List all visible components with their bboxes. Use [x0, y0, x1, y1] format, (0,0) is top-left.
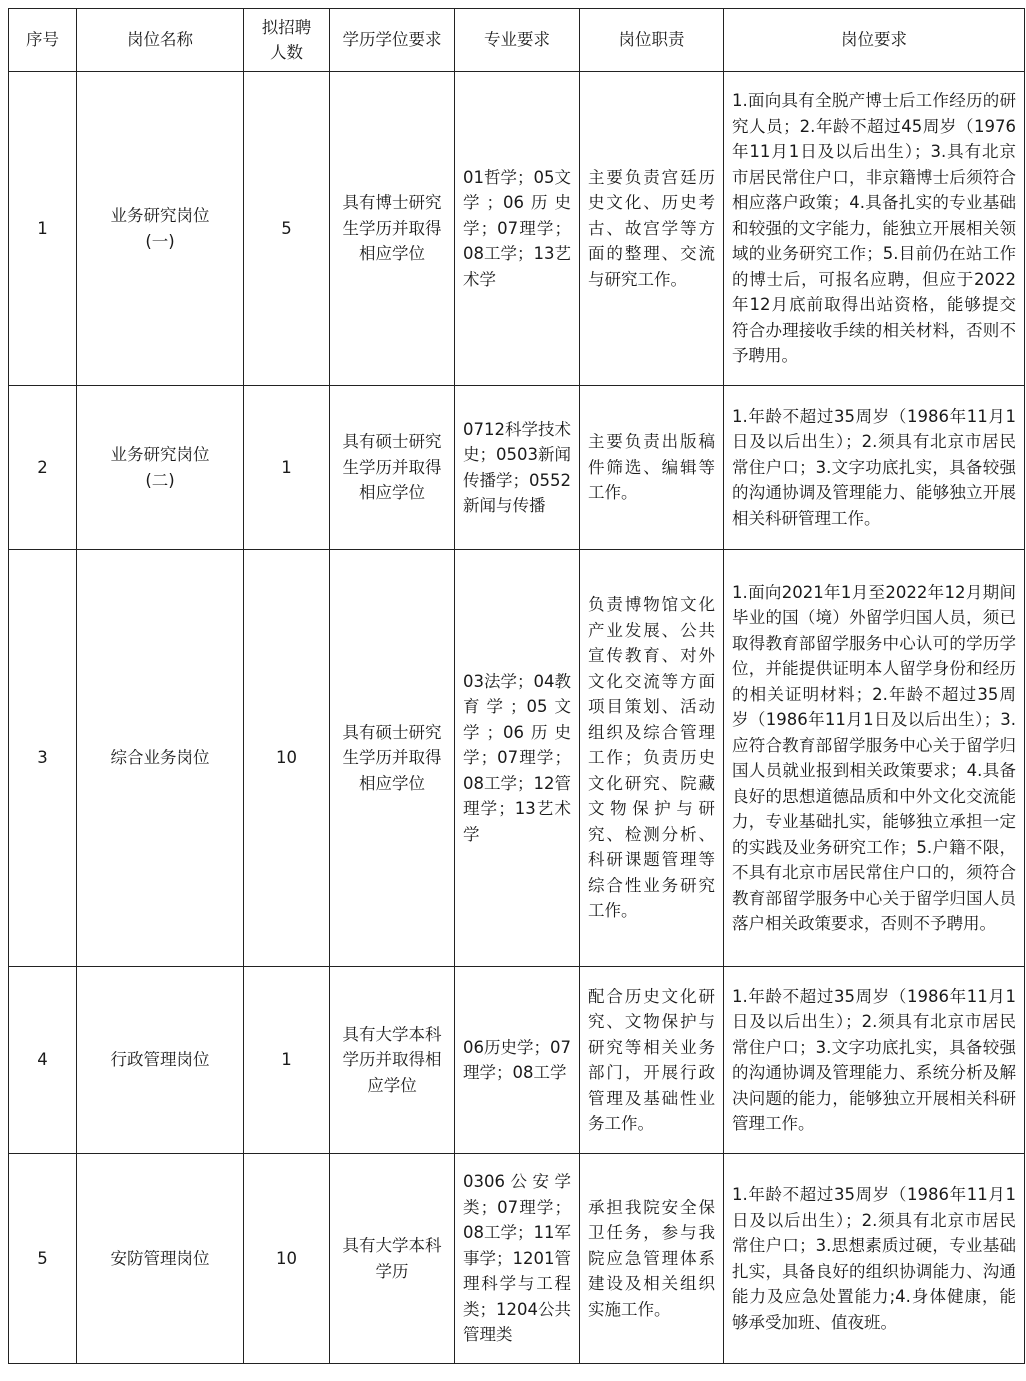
cell-position-name: 业务研究岗位 (一)	[77, 72, 244, 386]
cell-education: 具有硕士研究生学历并取得相应学位	[330, 386, 455, 550]
cell-duty: 承担我院安全保卫任务，参与我院应急管理体系建设及相关组织实施工作。	[580, 1154, 724, 1364]
cell-hire-count: 1	[244, 967, 330, 1154]
cell-education: 具有硕士研究生学历并取得相应学位	[330, 550, 455, 967]
cell-requirements: 1.年龄不超过35周岁（1986年11月1日及以后出生）；2.须具有北京市居民常住户口；3.文字功底扎实，具备较强的沟通协调及管理能力、系统分析及解决问题的能力，能够独立开展相关科研管理工作。	[724, 967, 1025, 1154]
table-header-row	[9, 9, 1025, 72]
table-row	[9, 386, 1025, 550]
cell-major: 0712科学技术史；0503新闻传播学；0552新闻与传播	[455, 386, 580, 550]
cell-duty: 配合历史文化研究、文物保护与研究等相关业务部门，开展行政管理及基础性业务工作。	[580, 967, 724, 1154]
cell-duty: 负责博物馆文化产业发展、公共宣传教育、对外文化交流等方面项目策划、活动组织及综合管理工作；负责历史文化研究、院藏文物保护与研究、检测分析、科研课题管理等综合性业务研究工作。	[580, 550, 724, 967]
cell-hire-count: 5	[244, 72, 330, 386]
cell-position-name: 安防管理岗位	[77, 1154, 244, 1364]
cell-education: 具有大学本科学历	[330, 1154, 455, 1364]
header-requirements: 岗位要求	[724, 9, 1025, 72]
cell-education: 具有博士研究生学历并取得相应学位	[330, 72, 455, 386]
cell-education: 具有大学本科学历并取得相应学位	[330, 967, 455, 1154]
header-education: 学历学位要求	[330, 9, 455, 72]
cell-no: 3	[9, 550, 77, 967]
cell-major: 03法学；04教育学；05文学；06历史学；07理学；08工学；12管理学；13艺术学	[455, 550, 580, 967]
cell-position-name: 业务研究岗位 (二)	[77, 386, 244, 550]
table-row	[9, 550, 1025, 967]
header-major: 专业要求	[455, 9, 580, 72]
cell-duty: 主要负责出版稿件筛选、编辑等工作。	[580, 386, 724, 550]
cell-hire-count: 10	[244, 1154, 330, 1364]
table-row	[9, 967, 1025, 1154]
cell-major: 06历史学；07理学；08工学	[455, 967, 580, 1154]
header-no: 序号	[9, 9, 77, 72]
cell-no: 4	[9, 967, 77, 1154]
header-position-name: 岗位名称	[77, 9, 244, 72]
cell-requirements: 1.面向具有全脱产博士后工作经历的研究人员；2.年龄不超过45周岁（1976年11月1日及以后出生）；3.具有北京市居民常住户口，非京籍博士后须符合相应落户政策；4.具备扎实的专业基础和较强的文字能力，能独立开展相关领域的业务研究工作；5.目前仍在站工作的博士后，可报名应聘，但应于2022年12月底前取得出站资格，能够提交符合办理接收手续的相关材料，否则不予聘用。	[724, 72, 1025, 386]
cell-position-name: 综合业务岗位	[77, 550, 244, 967]
cell-requirements: 1.年龄不超过35周岁（1986年11月1日及以后出生）；2.须具有北京市居民常住户口；3.文字功底扎实，具备较强的沟通协调及管理能力、能够独立开展相关科研管理工作。	[724, 386, 1025, 550]
cell-no: 1	[9, 72, 77, 386]
cell-duty: 主要负责宫廷历史文化、历史考古、故宫学等方面的整理、交流与研究工作。	[580, 72, 724, 386]
cell-requirements: 1.年龄不超过35周岁（1986年11月1日及以后出生）；2.须具有北京市居民常住户口；3.思想素质过硬，专业基础扎实，具备良好的组织协调能力、沟通能力及应急处置能力;4.身体健康，能够承受加班、值夜班。	[724, 1154, 1025, 1364]
table-row	[9, 1154, 1025, 1364]
header-duty: 岗位职责	[580, 9, 724, 72]
cell-requirements: 1.面向2021年1月至2022年12月期间毕业的国（境）外留学归国人员，须已取得教育部留学服务中心认可的学历学位，并能提供证明本人留学身份和经历的相关证明材料；2.年龄不超过35周岁（1986年11月1日及以后出生）；3.应符合教育部留学服务中心关于留学归国人员就业报到相关政策要求；4.具备良好的思想道德品质和中外文化交流能力，专业基础扎实，能够独立承担一定的实践及业务研究工作；5.户籍不限，不具有北京市居民常住户口的，须符合教育部留学服务中心关于留学归国人员落户相关政策要求，否则不予聘用。	[724, 550, 1025, 967]
cell-major: 01哲学；05文学；06历史学；07理学；08工学；13艺术学	[455, 72, 580, 386]
cell-no: 2	[9, 386, 77, 550]
cell-position-name: 行政管理岗位	[77, 967, 244, 1154]
cell-major: 0306公安学类；07理学；08工学；11军事学；1201管理科学与工程类；1204公共管理类	[455, 1154, 580, 1364]
cell-hire-count: 1	[244, 386, 330, 550]
cell-hire-count: 10	[244, 550, 330, 967]
cell-no: 5	[9, 1154, 77, 1364]
header-hire-count: 拟招聘 人数	[244, 9, 330, 72]
recruitment-table	[8, 8, 1025, 1364]
table-row	[9, 72, 1025, 386]
